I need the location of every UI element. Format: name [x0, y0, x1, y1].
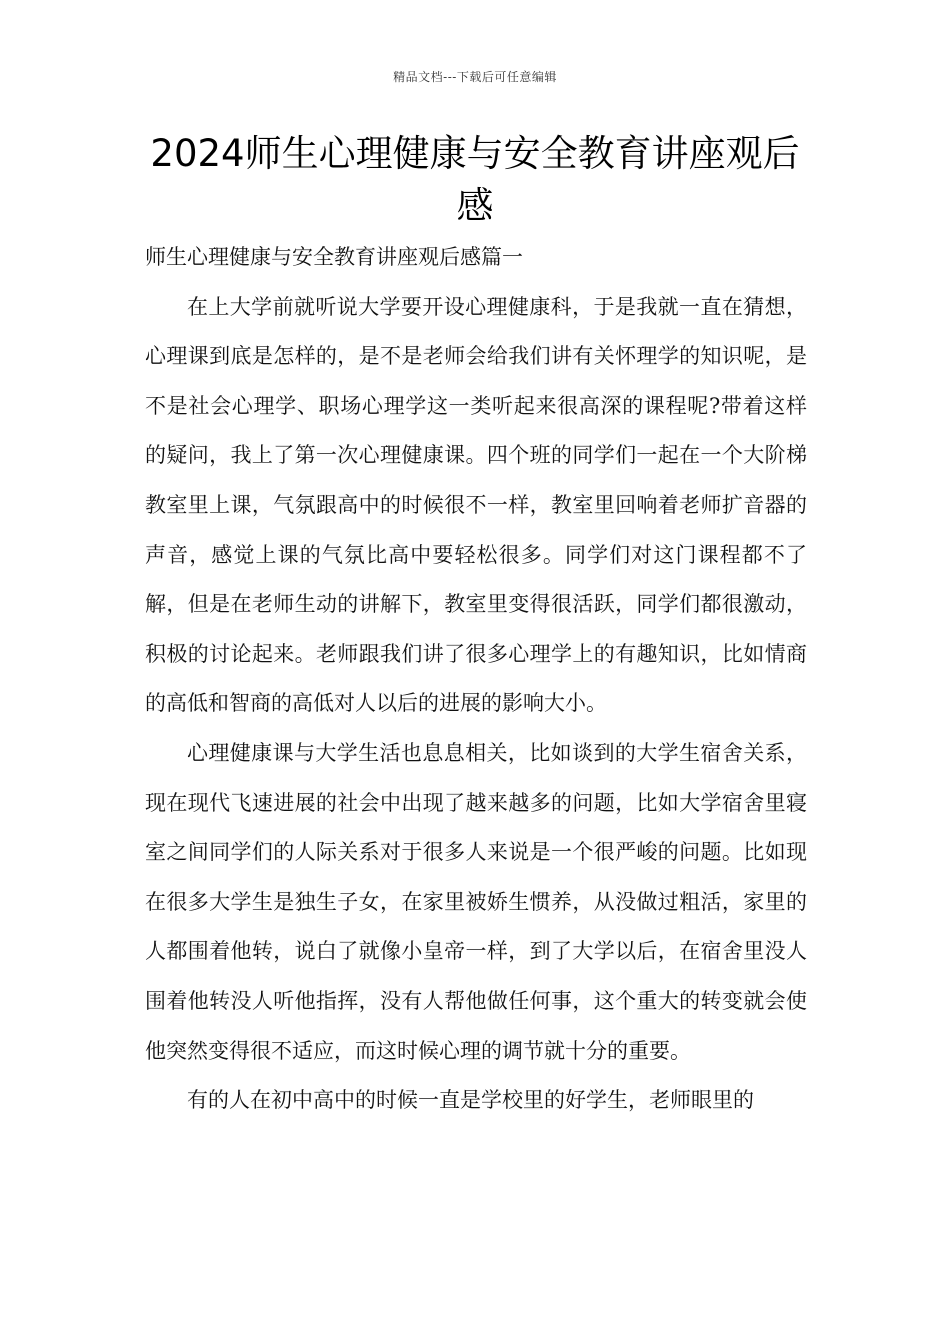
- paragraph: 在上大学前就听说大学要开设心理健康科，于是我就一直在猜想，心理课到底是怎样的，是不是老师会给我们讲有关怀理学的知识呢，是不是社会心理学、职场心理学这一类听起来很高深的课程呢?带着这样的疑问，我上了第一次心理健康课。四个班的同学们一起在一个大阶梯教室里上课，气氛跟高中的时候很不一样，教室里回响着老师扩音器的声音，感觉上课的气氛比高中要轻松很多。同学们对这门课程都不了解，但是在老师生动的讲解下，教室里变得很活跃，同学们都很激动，积极的讨论起来。老师跟我们讲了很多心理学上的有趣知识，比如情商的高低和智商的高低对人以后的进展的影响大小。: [145, 294, 807, 716]
- header-note: 精品文档---下载后可任意编辑: [393, 70, 557, 84]
- paragraph: 心理健康课与大学生活也息息相关，比如谈到的大学生宿舍关系，现在现代飞速进展的社会中出现了越来越多的问题，比如大学宿舍里寝室之间同学们的人际关系对于很多人来说是一个很严峻的问题。比如现在很多大学生是独生子女，在家里被娇生惯养，从没做过粗活，家里的人都围着他转，说白了就像小皇帝一样，到了大学以后，在宿舍里没人围着他转没人听他指挥，没有人帮他做任何事，这个重大的转变就会使他突然变得很不适应，而这时候心理的调节就十分的重要。: [145, 740, 807, 1063]
- paragraph: 有的人在初中高中的时候一直是学校里的好学生，老师眼里的: [187, 1088, 754, 1113]
- document-body: [145, 233, 807, 1126]
- section-title: 师生心理健康与安全教育讲座观后感篇一: [145, 245, 523, 269]
- document-title: 2024师生心理健康与安全教育讲座观后感: [150, 132, 800, 227]
